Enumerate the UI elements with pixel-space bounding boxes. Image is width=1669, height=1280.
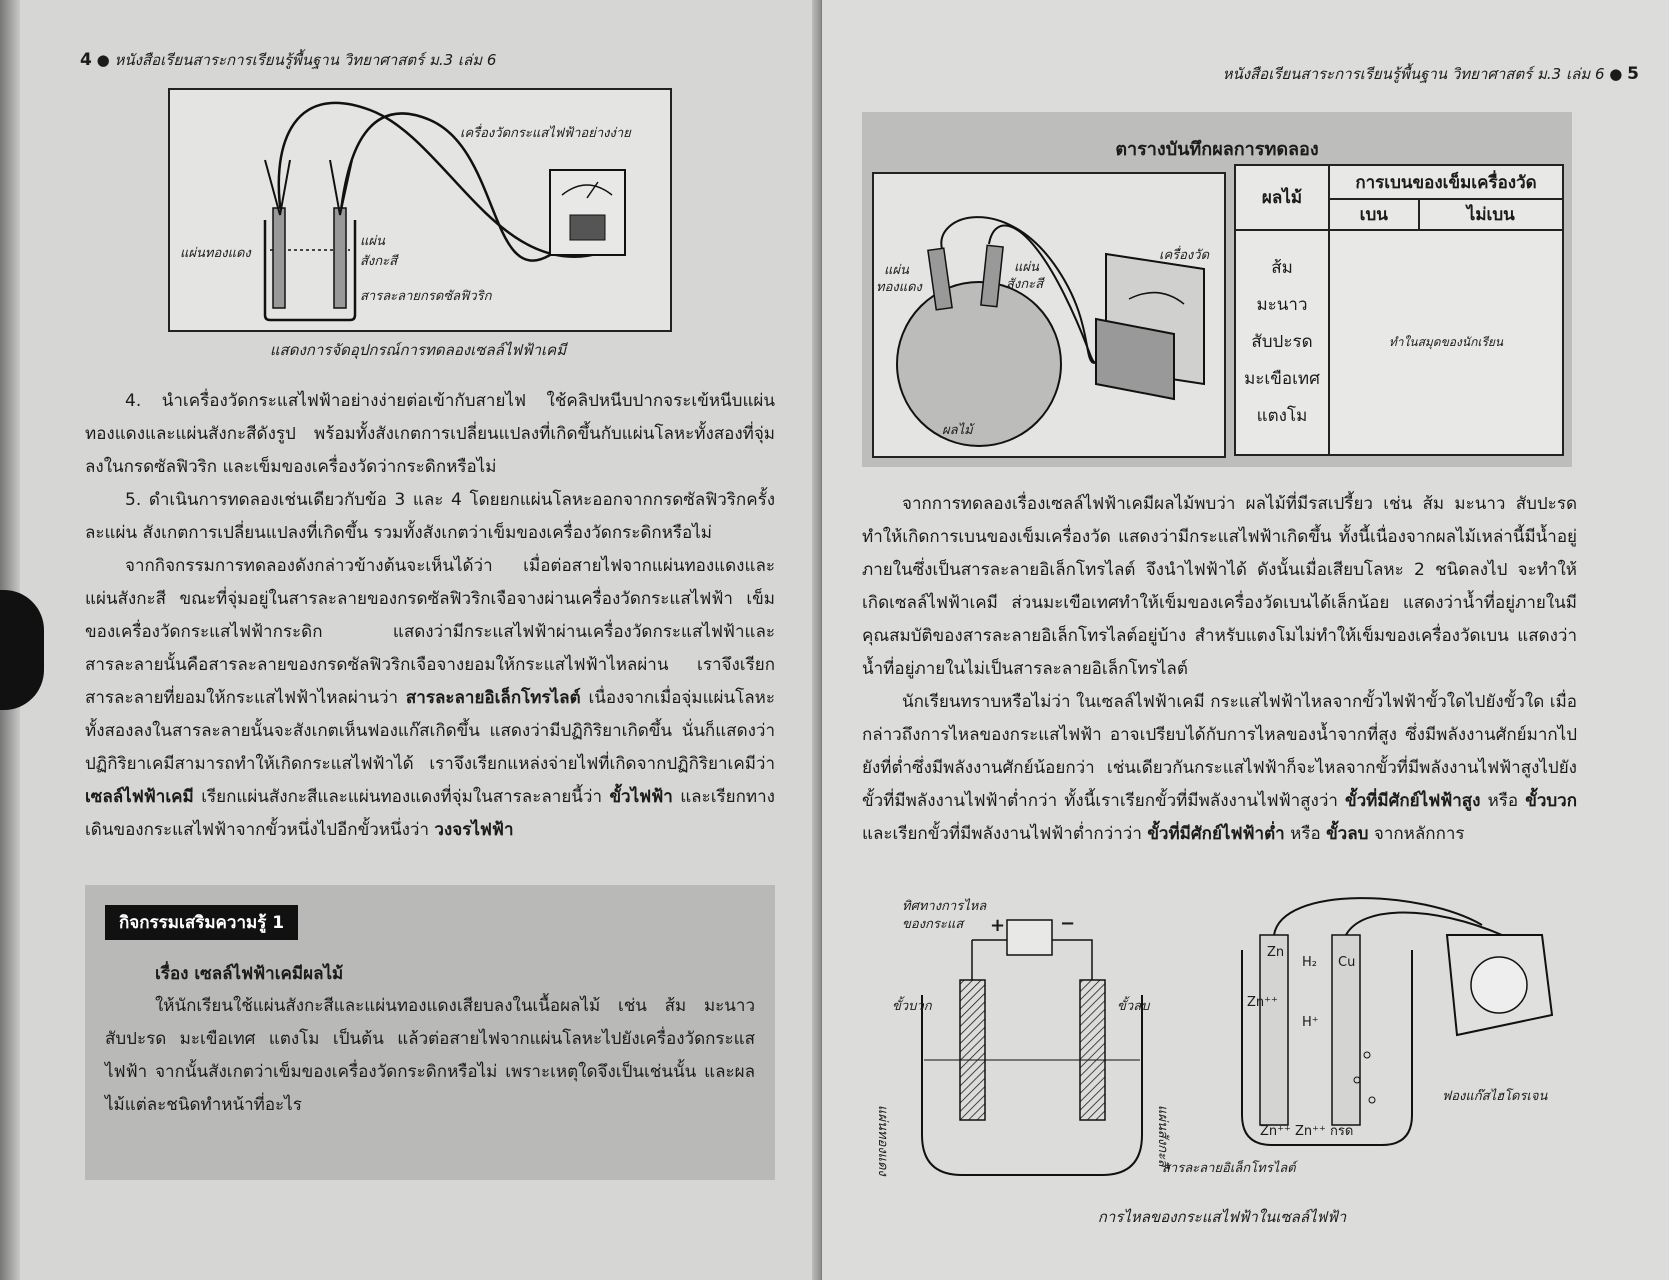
acid-label: สารละลายกรดซัลฟิวริก xyxy=(360,289,492,304)
bullet-icon: ● xyxy=(96,51,110,69)
results-table xyxy=(1234,164,1564,456)
flow-text-4: หรือ xyxy=(1284,824,1327,844)
electrochemical-cell-figure xyxy=(168,88,672,332)
col-deflection: การเบนของเข็มเครื่องวัด xyxy=(1329,165,1563,199)
term-positive: ขั้วบวก xyxy=(1525,791,1578,811)
current-flow-figure xyxy=(862,895,1582,1195)
term-negative: ขั้วลบ xyxy=(1326,824,1369,844)
fruit-copper-label-2: ทองแดง xyxy=(876,280,922,295)
left-page xyxy=(0,0,820,1280)
zn-ion-label: Zn⁺⁺ xyxy=(1247,995,1278,1010)
current-flow-caption: การไหลของกระแสไฟฟ้าในเซลล์ไฟฟ้า xyxy=(1097,1208,1347,1226)
plus-sign: + xyxy=(990,915,1006,936)
results-title: ตารางบันทึกผลการทดลอง xyxy=(1115,139,1319,160)
fruit-item: มะเขือเทศ xyxy=(1244,369,1320,389)
zinc-label-2: สังกะสี xyxy=(360,254,398,269)
table-note: ทำในสมุดของนักเรียน xyxy=(1329,230,1563,455)
fruit-item: แตงโม xyxy=(1256,406,1308,426)
explanation-text-2: เนื่องจากเมื่อจุ่มแผ่นโลหะทั้งสองลงในสารละลายนั้นจะสังเกตเห็นฟองแก๊สเกิดขึ้น แสดงว่ามีปฏิกิริยาเกิดขึ้น นั่นก็แสดงว่าปฏิกิริยาเคมีสามารถทำให้เกิดกระแสไฟฟ้าได้ เราจึงเรียกแหล่งจ่ายไฟที่เกิดจากปฏิกิริยาเคมีว่า xyxy=(85,688,776,774)
electrolyte-label: สารละลายอิเล็กโทรไลต์ xyxy=(1162,1161,1296,1176)
activity-text: ให้นักเรียนใช้แผ่นสังกะสีและแผ่นทองแดงเสียบลงในเนื้อผลไม้ เช่น ส้ม มะนาว สับปะรด มะเขือเทศ แตงโม เป็นต้น แล้วต่อสายไฟจากแผ่นโลหะไปยังเครื่องวัดกระแสไฟฟ้า จากนั้นสังเกตว่าเข็มของเครื่องวัดกระดิกหรือไม่ เพราะเหตุใดจึงเป็นเช่นนั้น และผลไม้แต่ละชนิดทำหน้าที่อะไร xyxy=(105,996,755,1115)
zinc-label-1: แผ่น xyxy=(360,234,385,249)
current-flow-svg xyxy=(862,895,1582,1195)
left-page-number: 4 xyxy=(80,50,92,70)
col-fruit: ผลไม้ xyxy=(1235,165,1329,230)
fruit-item: ส้ม xyxy=(1271,258,1293,278)
h-plus-label: H⁺ xyxy=(1302,1015,1319,1030)
term-high-potential: ขั้วที่มีศักย์ไฟฟ้าสูง xyxy=(1345,791,1481,811)
col-yes: เบน xyxy=(1329,199,1419,230)
activity-box xyxy=(85,885,775,1180)
right-header xyxy=(1223,62,1639,86)
meter-label: เครื่องวัดกระแสไฟฟ้าอย่างง่าย xyxy=(460,126,631,141)
h2-label: H₂ xyxy=(1302,955,1317,970)
term-electrochemical-cell: เซลล์ไฟฟ้าเคมี xyxy=(85,787,194,807)
fruit-result-paragraph: จากการทดลองเรื่องเซลล์ไฟฟ้าเคมีผลไม้พบว่า ผลไม้ที่มีรสเปรี้ยว เช่น ส้ม มะนาว สับปะรด ทำให้เกิดการเบนของเข็มเครื่องวัด แสดงว่ามีกระแสไฟฟ้าเกิดขึ้น ทั้งนี้เนื่องจากผลไม้เหล่านี้มีน้ำอยู่ภายในซึ่งเป็นสารละลายอิเล็กโทรไลต์ จึงนำไฟฟ้าได้ ดังนั้นเมื่อเสียบโลหะ 2 ชนิดลงไป จะทำให้เกิดเซลล์ไฟฟ้าเคมี ส่วนมะเขือเทศทำให้เข็มของเครื่องวัดเบนได้เล็กน้อย แสดงว่าน้ำที่อยู่ภายในมีคุณสมบัติของสารละลายอิเล็กโทรไลต์อยู่บ้าง สำหรับแตงโมไม่ทำให้เข็มของเครื่องวัดเบน แสดงว่าน้ำที่อยู่ภายในไม่เป็นสารละลายอิเล็กโทรไลต์ xyxy=(862,494,1577,679)
current-flow-paragraph xyxy=(862,686,1577,851)
explanation-text-4: และเรียกทางเดินของกระแสไฟฟ้าจากขั้วหนึ่งไปอีกขั้วหนึ่งว่า xyxy=(85,787,775,840)
fruit-diagram-svg xyxy=(874,174,1224,456)
left-header xyxy=(80,48,496,72)
flow-text-2: หรือ xyxy=(1480,791,1526,811)
zinc-plate-label: แผ่นสังกะสี xyxy=(1155,1105,1170,1167)
col-no: ไม่เบน xyxy=(1419,199,1563,230)
explanation-paragraph xyxy=(85,550,775,847)
fruit-list xyxy=(1235,230,1329,455)
flow-text-1: นักเรียนทราบหรือไม่ว่า ในเซลล์ไฟฟ้าเคมี กระแสไฟฟ้าไหลจากขั้วไฟฟ้าขั้วใดไปยังขั้วใด เมื่อกล่าวถึงการไหลของกระแสไฟฟ้า อาจเปรียบได้กับการไหลของน้ำจากที่สูง ซึ่งมีพลังงานศักย์มากไปยังที่ต่ำซึ่งมีพลังงานศักย์น้อยกว่า เช่นเดียวกันกระแสไฟฟ้าก็จะไหลจากขั้วที่มีพลังงานไฟฟ้าสูงไปยังขั้วที่มีพลังงานไฟฟ้าต่ำกว่า ทั้งนี้เราเรียกขั้วที่มีพลังงานไฟฟ้าสูงว่า xyxy=(862,692,1577,811)
step-4-text: 4. นำเครื่องวัดกระแสไฟฟ้าอย่างง่ายต่อเข้ากับสายไฟ ใช้คลิปหนีบปากจระเข้หนีบแผ่นทองแดงและแผ่นสังกะสีดังรูป พร้อมทั้งสังเกตการเปลี่ยนแปลงที่เกิดขึ้นกับแผ่นโลหะทั้งสองที่จุ่มลงในกรดซัลฟิวริก และเข็มของเครื่องวัดว่ากระดิกหรือไม่ xyxy=(85,391,775,477)
fruit-item: สับปะรด xyxy=(1251,332,1313,352)
term-circuit: วงจรไฟฟ้า xyxy=(434,820,514,840)
activity-subject: เรื่อง เซลล์ไฟฟ้าเคมีผลไม้ xyxy=(155,964,344,984)
left-body xyxy=(85,385,775,847)
explanation-text-1: จากกิจกรรมการทดลองดังกล่าวข้างต้นจะเห็นได้ว่า เมื่อต่อสายไฟจากแผ่นทองแดงและแผ่นสังกะสี ขณะที่จุ่มอยู่ในสารละลายของกรดซัลฟิวริกเจือจางผ่านเครื่องวัดกระแสไฟฟ้า เข็มของเครื่องวัดกระแสไฟฟ้ากระดิก แสดงว่ามีกระแสไฟฟ้าผ่านเครื่องวัดกระแสไฟฟ้าและสารละลายนั้นคือสารละลายของกรดซัลฟิวริกเจือจางยอมให้กระแสไฟฟ้าไหลผ่าน เราจึงเรียกสารละลายที่ยอมให้กระแสไฟฟ้าไหลผ่านว่า xyxy=(85,556,775,708)
fruit-item: มะนาว xyxy=(1256,295,1308,315)
zn-label: Zn xyxy=(1267,945,1285,960)
flow-direction-label-2: ของกระแส xyxy=(902,917,964,932)
right-page xyxy=(822,0,1669,1280)
hydrogen-label: ฟองแก๊สไฮโดรเจน xyxy=(1442,1089,1548,1104)
copper-plate-label: แผ่นทองแดง xyxy=(875,1105,890,1176)
flow-text-3: และเรียกขั้วที่มีพลังงานไฟฟ้าต่ำกว่าว่า xyxy=(862,824,1148,844)
flow-text-5: จากหลักการ xyxy=(1368,824,1465,844)
copper-label: แผ่นทองแดง xyxy=(180,246,251,261)
cu-label: Cu xyxy=(1338,955,1356,970)
explanation-text-3: เรียกแผ่นสังกะสีและแผ่นทองแดงที่จุ่มในสารละลายนี้ว่า xyxy=(193,787,610,807)
term-low-potential: ขั้วที่มีศักย์ไฟฟ้าต่ำ xyxy=(1147,824,1285,844)
minus-sign: − xyxy=(1060,913,1076,934)
activity-title: กิจกรรมเสริมความรู้ 1 xyxy=(105,905,298,940)
fruit-copper-label-1: แผ่น xyxy=(884,263,909,278)
page-tab-marker xyxy=(0,590,44,710)
fruit-cell-figure xyxy=(872,172,1226,458)
fruit-zinc-label-1: แผ่น xyxy=(1014,260,1039,275)
fruit-zinc-label-2: สังกะสี xyxy=(1006,277,1044,292)
right-header-title: หนังสือเรียนสาระการเรียนรู้พื้นฐาน วิทยาศาสตร์ ม.3 เล่ม 6 xyxy=(1222,65,1605,83)
term-electrolyte: สารละลายอิเล็กโทรไลต์ xyxy=(405,688,581,708)
right-body xyxy=(862,488,1577,851)
term-electrode: ขั้วไฟฟ้า xyxy=(609,787,673,807)
right-page-number: 5 xyxy=(1627,64,1639,84)
fruit-meter-label: เครื่องวัด xyxy=(1159,248,1210,263)
positive-terminal-label: ขั้วบวก xyxy=(892,999,932,1014)
zn-bottom-label: Zn⁺⁺ Zn⁺⁺ กรด xyxy=(1260,1124,1354,1139)
left-header-title: หนังสือเรียนสาระการเรียนรู้พื้นฐาน วิทยาศาสตร์ ม.3 เล่ม 6 xyxy=(114,51,497,69)
results-panel xyxy=(862,112,1572,467)
fruit-label: ผลไม้ xyxy=(942,423,973,438)
flow-direction-label-1: ทิศทางการไหล xyxy=(902,899,987,914)
step-5-text: 5. ดำเนินการทดลองเช่นเดียวกับข้อ 3 และ 4 โดยยกแผ่นโลหะออกจากกรดซัลฟิวริกครั้งละแผ่น สังเกตการเปลี่ยนแปลงที่เกิดขึ้น รวมทั้งสังเกตว่าเข็มของเครื่องวัดกระดิกหรือไม่ xyxy=(85,490,775,543)
negative-terminal-label: ขั้วลบ xyxy=(1117,999,1150,1014)
bullet-icon: ● xyxy=(1609,65,1623,83)
figure1-caption: แสดงการจัดอุปกรณ์การทดลองเซลล์ไฟฟ้าเคมี xyxy=(269,341,567,359)
